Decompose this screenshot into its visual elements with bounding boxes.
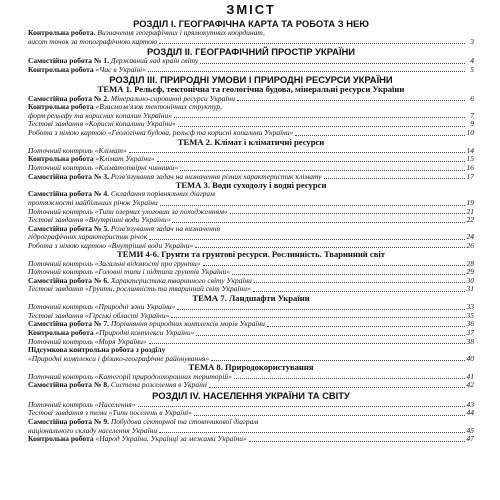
toc-entry <box>28 303 474 312</box>
dot-leader <box>254 282 465 283</box>
entry-text: висот точок за топографічною картою <box>28 37 158 46</box>
toc-entry <box>28 29 474 38</box>
page-number: 17 <box>466 172 474 181</box>
dot-leader <box>195 247 465 248</box>
entry-text: «Клімат України» <box>93 155 155 164</box>
toc-entry <box>28 260 474 269</box>
entry-text: Поточний контроль «Моря України» <box>28 337 147 346</box>
toc-entry <box>28 277 474 286</box>
page-number: 26 <box>466 241 474 250</box>
toc-entry <box>28 57 474 66</box>
toc-entry-continuation <box>28 112 474 121</box>
entry-text: Тестові завдання «Корисні копалини України» <box>28 120 176 129</box>
section-heading: РОЗДІЛ І. ГЕОГРАФІЧНА КАРТА ТА РОБОТА З НЕЮ <box>133 18 369 29</box>
entry-label: Контрольна робота <box>28 329 94 338</box>
dot-leader <box>149 343 465 344</box>
entry-text: Характеристика тваринного світу України <box>108 276 252 285</box>
page-number: 7 <box>470 111 474 120</box>
toc-entry <box>28 312 474 321</box>
entry-text: Визначення географічних і прямокутних координат, <box>95 29 265 37</box>
entry-label: Самостійна робота № 3. <box>28 172 109 181</box>
page-number: 4 <box>470 57 474 66</box>
toc-entry <box>28 409 474 418</box>
page-number: 9 <box>470 120 474 129</box>
topic-heading: ТЕМА 2. Клімат і кліматичні ресурси <box>177 136 325 147</box>
entry-label: Самостійна робота № 4. <box>28 190 109 199</box>
entry-text: Тестові завдання з теми «Типи поселень в Україні» <box>28 409 192 418</box>
section-heading: РОЗДІЛ ІІ. ГЕОГРАФІЧНИЙ ПРОСТІР УКРАЇНИ <box>146 46 356 58</box>
entry-label: Контрольна робота. <box>28 29 96 37</box>
toc-entry <box>28 401 474 410</box>
entry-label: Контрольна робота <box>28 65 94 74</box>
toc-entry <box>28 346 474 355</box>
entry-label: Самостійна робота № 2. <box>28 94 109 103</box>
entry-text: Система розселення в Україні <box>108 381 207 390</box>
dot-leader <box>253 291 465 292</box>
entry-label: Самостійна робота № 8. <box>28 381 109 390</box>
dot-leader <box>172 222 465 223</box>
entry-text: Розв'язування задач на визначення <box>108 224 221 233</box>
entry-text: національного складу населення України <box>28 426 158 435</box>
dot-leader <box>157 161 465 162</box>
toc-entry-continuation <box>28 427 474 436</box>
page-number: 44 <box>466 409 474 418</box>
dot-leader <box>232 274 465 275</box>
dot-leader <box>160 205 465 206</box>
toc-entry <box>28 338 474 347</box>
dot-leader <box>171 317 465 318</box>
dot-leader <box>230 213 465 214</box>
dot-leader <box>148 71 465 72</box>
dot-leader <box>324 178 465 179</box>
entry-text: «Взаємозв'язок тектонічних структур, <box>93 103 223 112</box>
page-number: 45 <box>466 426 474 435</box>
dot-leader <box>159 432 465 433</box>
toc-entry <box>28 225 474 234</box>
page-number: 47 <box>466 435 474 444</box>
page-title: ЗМІСТ <box>226 2 276 17</box>
dot-leader <box>211 360 465 361</box>
toc-entry <box>28 147 474 156</box>
dot-leader <box>295 135 465 136</box>
dot-leader <box>196 335 465 336</box>
entry-text: гідрографічних характеристик річок <box>28 233 148 242</box>
page-number: 29 <box>466 268 474 277</box>
dot-leader <box>249 441 465 442</box>
page-number: 6 <box>470 94 474 103</box>
dot-leader <box>178 126 465 127</box>
entry-label: Самостійна робота № 1. <box>28 57 109 66</box>
entry-text: Мінерально-сировинні ресурси України <box>108 94 235 103</box>
toc-entry <box>28 208 474 217</box>
entry-text: «Час в Україні» <box>93 65 146 74</box>
topic-heading: ТЕМА 8. Природокористування <box>188 362 314 373</box>
entry-text: Тестові завдання «Гірські області України» <box>28 311 170 320</box>
toc-entry <box>28 435 474 444</box>
dot-leader <box>209 387 465 388</box>
entry-label: Самостійна робота № 7. <box>28 320 109 329</box>
dot-leader <box>234 378 465 379</box>
page-number: 37 <box>466 329 474 338</box>
toc-entry <box>28 373 474 382</box>
page-number: 40 <box>466 354 474 363</box>
entry-text: Поточний контроль «Природні зони України» <box>28 303 176 312</box>
dot-leader <box>200 63 465 64</box>
entry-text: Державний лад країн світу <box>108 57 199 66</box>
page-number: 35 <box>466 311 474 320</box>
toc-entry <box>28 164 474 173</box>
entry-text: Поточний контроль «Загальні відомості про грунти» <box>28 259 201 268</box>
dot-leader <box>174 117 465 118</box>
toc-entry <box>28 329 474 338</box>
toc-entry <box>28 155 474 164</box>
page-number: 22 <box>466 216 474 225</box>
dot-leader <box>177 309 465 310</box>
toc-entry <box>28 418 474 427</box>
toc-entry <box>28 216 474 225</box>
toc-entry-continuation <box>28 199 474 208</box>
topic-heading: ТЕМИ 4-6. Грунти та грунтові ресурси. Рослинність. Тваринний світ <box>117 249 385 260</box>
entry-label: Самостійна робота № 9. <box>28 418 109 426</box>
dot-leader <box>180 170 465 171</box>
entry-label: Контрольна робота <box>28 103 94 112</box>
entry-text: Побудова секторної та стовпчикової діаграм <box>108 418 259 426</box>
entry-text: протяжності найбільших річок України <box>28 198 158 207</box>
page-number: 36 <box>466 320 474 329</box>
toc-entry <box>28 320 474 329</box>
page-number: 15 <box>466 155 474 164</box>
page-number: 3 <box>470 37 474 46</box>
dot-leader <box>149 239 465 240</box>
entry-text: «Природні комплекси і фізико-географічне районування» <box>28 354 210 363</box>
topic-heading: ТЕМА 7. Ландшафти України <box>192 293 310 304</box>
page-number: 28 <box>466 259 474 268</box>
entry-label: Самостійна робота № 6. <box>28 276 109 285</box>
entry-text: «Народ України. Українці за межами України» <box>93 435 247 444</box>
toc-entry <box>28 381 474 390</box>
dot-leader <box>237 100 465 101</box>
toc-entry <box>28 268 474 277</box>
entry-text: Поточний контроль «Клімат» <box>28 146 127 155</box>
entry-text: Поточний контроль «Кліматотвірні чинники» <box>28 163 179 172</box>
entry-text: Поточний контроль «Категорії природоохоронних територій» <box>28 372 232 381</box>
dot-leader <box>138 406 465 407</box>
dot-leader <box>203 265 465 266</box>
entry-text: Поточний контроль «Населення» <box>28 400 136 409</box>
page-number: 41 <box>466 372 474 381</box>
entry-text: Складання порівняльних діаграм <box>108 190 215 199</box>
toc-list <box>28 18 474 444</box>
page-number: 38 <box>466 337 474 346</box>
topic-heading: ТЕМА 1. Рельєф, тектонічна та геологічна будова, мінеральні ресурси України <box>97 84 405 95</box>
page-number: 10 <box>466 128 474 137</box>
page-number: 24 <box>466 233 474 242</box>
page-number: 5 <box>470 65 474 74</box>
toc-entry <box>28 66 474 75</box>
dot-leader <box>129 152 465 153</box>
entry-text: Робота з німою картою «Внутрішні води України» <box>28 241 194 250</box>
page-number: 42 <box>466 381 474 390</box>
page-number: 16 <box>466 163 474 172</box>
toc-entry <box>28 190 474 199</box>
dot-leader <box>267 326 465 327</box>
entry-text: форм рельєфу та корисних копалин України» <box>28 111 173 120</box>
section-heading: РОЗДІЛ IV. НАСЕЛЕННЯ УКРАЇНИ ТА СВІТУ <box>152 389 350 401</box>
page-number: 43 <box>466 400 474 409</box>
topic-heading: ТЕМА 3. Води суходолу і водні ресурси <box>175 180 327 191</box>
page-number: 30 <box>466 276 474 285</box>
entry-text: Порівняння природних комплексів морів України <box>108 320 265 329</box>
toc-entry <box>28 95 474 104</box>
entry-text: «Природні комплекси України» <box>93 329 195 338</box>
entry-text: Розв'язування задач на визначення різних характеристик клімату <box>108 172 322 181</box>
page-number: 14 <box>466 146 474 155</box>
entry-text: Тестові завдання «Внутрішні води України» <box>28 216 171 225</box>
entry-label: Контрольна робота <box>28 155 94 164</box>
section-heading: РОЗДІЛ ІІІ. ПРИРОДНІ УМОВИ І ПРИРОДНІ РЕСУРСИ УКРАЇНИ <box>109 74 393 86</box>
entry-text: Поточний контроль «Головні типи і підтипи грунтів України» <box>28 268 231 277</box>
toc-entry <box>28 103 474 112</box>
toc-entry-continuation <box>28 38 474 47</box>
entry-label: Контрольна робота <box>28 435 94 444</box>
entry-label: Самостійна робота № 5. <box>28 224 109 233</box>
entry-text: Робота з німою картою «Геологічна будова, рельєф та корисні копалини України» <box>28 128 294 137</box>
page-number: 21 <box>466 207 474 216</box>
page-number: 33 <box>466 303 474 312</box>
page-number: 19 <box>466 198 474 207</box>
page-number: 31 <box>466 285 474 294</box>
dot-leader <box>194 415 465 416</box>
toc-entry-continuation <box>28 233 474 242</box>
dot-leader <box>159 43 465 44</box>
entry-text: Поточний контроль «Типи озерних улоговин за походженням» <box>28 207 228 216</box>
entry-label: Підсумкова контрольна робота з розділу <box>28 346 166 355</box>
toc-entry <box>28 120 474 129</box>
entry-text: Тестові завдання «Грунти, рослинність та тваринний світ України» <box>28 285 251 294</box>
